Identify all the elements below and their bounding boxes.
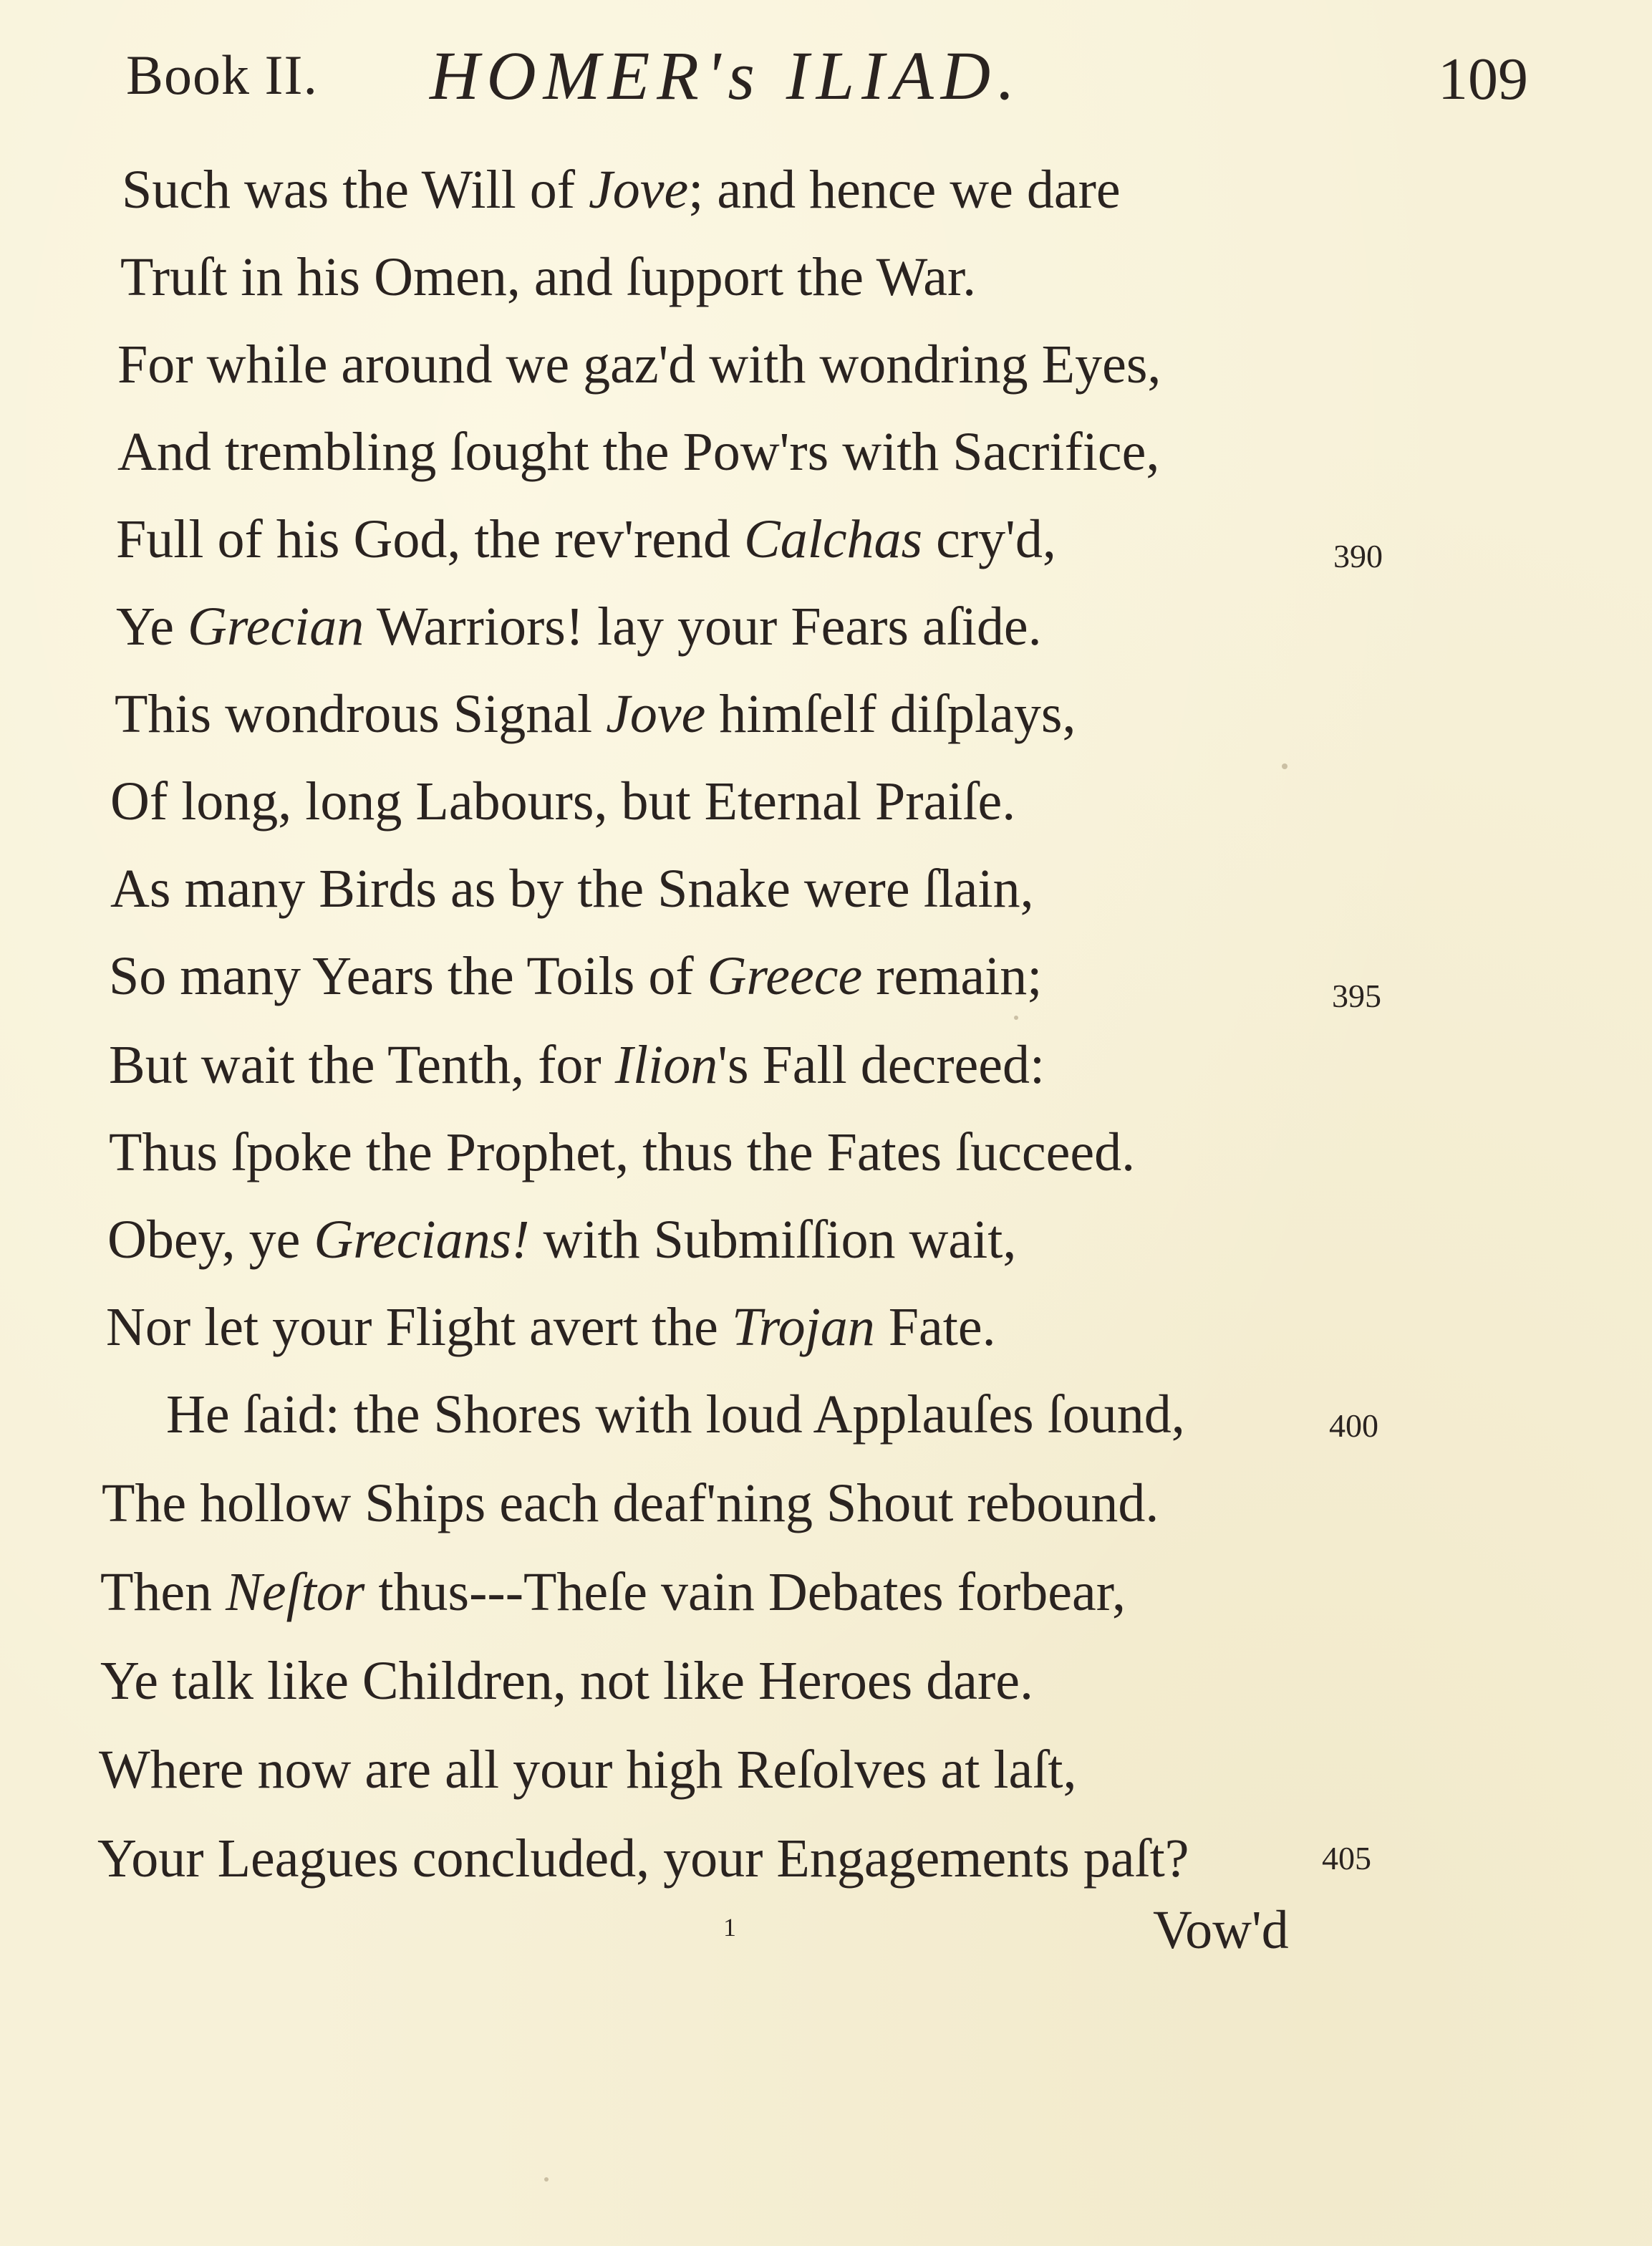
verse-segment: Obey, ye [107,1210,314,1270]
verse-italic-segment: Jove [606,684,706,744]
verse-line [110,849,1034,928]
verse-segment: Thus ſpoke the Prophet, thus the Fates ſucceed. [109,1122,1136,1182]
verse-line [109,1026,1045,1104]
line-number-390: 390 [1333,538,1383,574]
verse-line [116,500,1056,579]
paper-speck [544,2177,549,2182]
page-number: 109 [1438,46,1528,112]
verse-segment: Fate. [874,1297,996,1357]
verse-line [107,1200,1016,1279]
line-number-405: 405 [1322,1840,1371,1876]
verse-segment: For while around we gaz'd with wondring Eyes, [117,334,1161,395]
verse-segment: ; and hence we dare [688,160,1121,220]
verse-segment: Full of his God, the rev'rend [116,509,745,569]
verse-segment: Such was the Will of [122,160,589,220]
verse-italic-segment: Ilion [614,1035,718,1095]
paper-speck [1282,763,1288,769]
verse-segment: As many Birds as by the Snake were ſlain, [110,859,1034,919]
verse-segment: The hollow Ships each deaf'ning Shout rebound. [102,1473,1159,1533]
verse-line [97,1819,1189,1898]
verse-italic-segment: Jove [589,160,689,220]
verse-line [115,675,1076,753]
verse-line [110,762,1015,841]
verse-line [166,1375,1185,1454]
running-header [0,29,1652,115]
verse-line [100,1642,1033,1720]
verse-segment: Then [100,1562,226,1622]
verse-segment: Warriors! lay your Fears aſide. [364,597,1042,657]
verse-line [99,1730,1076,1809]
verse-segment: And trembling ſought the Pow'rs with Sacrifice, [117,422,1160,482]
verse-segment: Of long, long Labours, but Eternal Praiſe. [110,771,1016,832]
verse-line [100,1553,1126,1632]
verse-segment: Ye talk like Children, not like Heroes dare. [100,1651,1033,1711]
verse-segment: Nor let your Flight avert the [106,1297,732,1357]
verse-segment: himſelf diſplays, [705,684,1076,744]
verse-line [106,1288,996,1367]
verse-line [120,238,976,317]
line-number-400: 400 [1329,1407,1378,1444]
paper-speck [1014,1016,1018,1020]
verse-segment: with Submiſſion wait, [529,1210,1017,1270]
book-label: Book II. [126,44,318,106]
verse-segment: This wondrous Signal [115,684,607,744]
verse-italic-segment: Grecian [188,597,364,657]
verse-line [117,325,1161,404]
verse-italic-segment: Neſtor [226,1562,365,1622]
catchword: Vow'd [1153,1900,1289,1960]
verse-segment: Ye [116,597,188,657]
verse-line [102,1464,1159,1543]
verse-segment: Where now are all your high Reſolves at laſt, [99,1740,1077,1800]
verse-line [109,1113,1135,1192]
verse-segment: remain; [862,946,1043,1006]
verse-segment: cry'd, [922,509,1056,569]
verse-line [122,150,1121,229]
verse-italic-segment: Greece [707,946,863,1006]
verse-line [116,587,1042,666]
verse-segment: So many Years the Toils of [109,946,707,1006]
verse-line [117,413,1159,491]
verse-segment: 's Fall decreed: [718,1035,1045,1095]
verse-segment: He ſaid: the Shores with loud Applauſes ſound, [166,1384,1185,1445]
verse-italic-segment: Calchas [744,509,923,569]
verse-segment: Truſt in his Omen, and ſupport the War. [120,247,977,307]
verse-line [109,937,1042,1016]
signature-mark: 1 [723,1913,736,1942]
verse-italic-segment: Grecians! [314,1210,530,1270]
verse-segment: thus---Theſe vain Debates forbear, [364,1562,1126,1622]
running-title: HOMER's ILIAD. [430,37,1023,114]
verse-segment: Your Leagues concluded, your Engagements paſt? [97,1828,1189,1889]
line-number-395: 395 [1332,978,1381,1014]
verse-segment: But wait the Tenth, for [109,1035,615,1095]
verse-italic-segment: Trojan [731,1297,875,1357]
